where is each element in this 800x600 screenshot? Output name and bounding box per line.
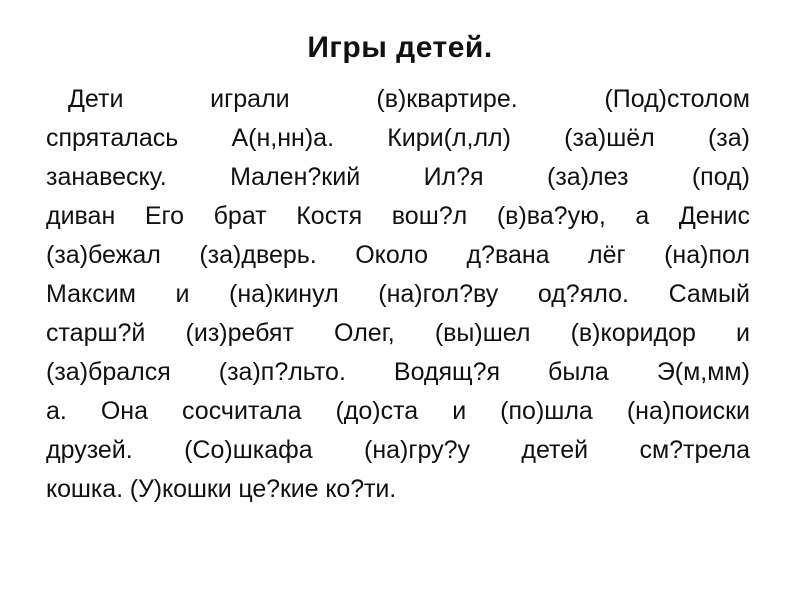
- text-word: (за): [707, 124, 750, 152]
- text-word: старш?й: [46, 319, 146, 347]
- text-word: Костя: [296, 202, 363, 230]
- text-word: (на)гол?ву: [378, 280, 499, 308]
- text-word: Ил?я: [423, 163, 484, 191]
- text-word: сосчитала: [182, 397, 302, 425]
- text-word: (в)коридор: [570, 319, 696, 347]
- text-line: [46, 236, 750, 275]
- text-word: занавеску.: [46, 163, 167, 191]
- text-word: (на)пол: [664, 241, 750, 269]
- text-word: (по)шла: [500, 397, 593, 425]
- text-line: [46, 314, 750, 353]
- text-word: (за)шёл: [564, 124, 655, 152]
- text-word: (за)бежал: [46, 241, 161, 269]
- page-title: Игры детей.: [307, 31, 493, 64]
- text-word: и: [175, 280, 190, 308]
- text-word: (на)кинул: [229, 280, 339, 308]
- text-word: а: [635, 202, 650, 230]
- text-word: Самый: [668, 280, 750, 308]
- text-word: и: [736, 319, 750, 347]
- text-line: [46, 353, 750, 392]
- text-word: Максим: [46, 280, 136, 308]
- text-word: играли: [210, 85, 290, 113]
- text-line: [46, 158, 750, 197]
- text-word: (за)брался: [46, 358, 171, 386]
- text-word: (вы)шел: [434, 319, 531, 347]
- text-word: од?яло.: [537, 280, 629, 308]
- text-word: (за)п?льто.: [218, 358, 346, 386]
- text-word: спряталась: [46, 124, 179, 152]
- text-word: (под): [691, 163, 750, 191]
- text-word: (Под)столом: [604, 85, 750, 113]
- text-word: лёг: [588, 241, 626, 269]
- text-word: Кири(л,лл): [387, 124, 511, 152]
- text-line: кошка. (У)кошки це?кие ко?ти.: [46, 475, 397, 503]
- text-word: Э(м,мм): [656, 358, 750, 386]
- text-word: (в)квартире.: [376, 85, 518, 113]
- text-word: Около: [355, 241, 428, 269]
- text-word: (из)ребят: [185, 319, 294, 347]
- text-line: [46, 197, 750, 236]
- text-word: Водящ?я: [393, 358, 501, 386]
- text-line: [46, 275, 750, 314]
- text-word: (в)ва?ую,: [496, 202, 606, 230]
- text-word: Мален?кий: [230, 163, 361, 191]
- text-line: [46, 392, 750, 431]
- text-line: [46, 80, 750, 119]
- text-word: была: [548, 358, 609, 386]
- text-word: см?трела: [639, 436, 750, 464]
- text-word: диван: [46, 202, 116, 230]
- text-line: [46, 119, 750, 158]
- text-word: а.: [46, 397, 67, 425]
- text-word: (на)поиски: [626, 397, 750, 425]
- text-word: (до)ста: [335, 397, 419, 425]
- text-word: Его: [144, 202, 185, 230]
- exercise-text: [46, 80, 750, 509]
- text-word: (за)лез: [547, 163, 629, 191]
- text-word: друзей.: [46, 436, 133, 464]
- text-word: и: [452, 397, 467, 425]
- text-word: детей: [521, 436, 589, 464]
- text-word: д?вана: [466, 241, 550, 269]
- text-word: брат: [213, 202, 267, 230]
- text-word: (за)дверь.: [199, 241, 317, 269]
- text-word: вош?л: [391, 202, 468, 230]
- text-word: Денис: [678, 202, 750, 230]
- text-word: Олег,: [334, 319, 395, 347]
- text-word: А(н,нн)а.: [231, 124, 335, 152]
- text-word: Она: [100, 397, 149, 425]
- text-line: [46, 431, 750, 470]
- text-word: Дети: [68, 85, 124, 113]
- text-word: (на)гру?у: [364, 436, 471, 464]
- text-word: (Со)шкафа: [184, 436, 313, 464]
